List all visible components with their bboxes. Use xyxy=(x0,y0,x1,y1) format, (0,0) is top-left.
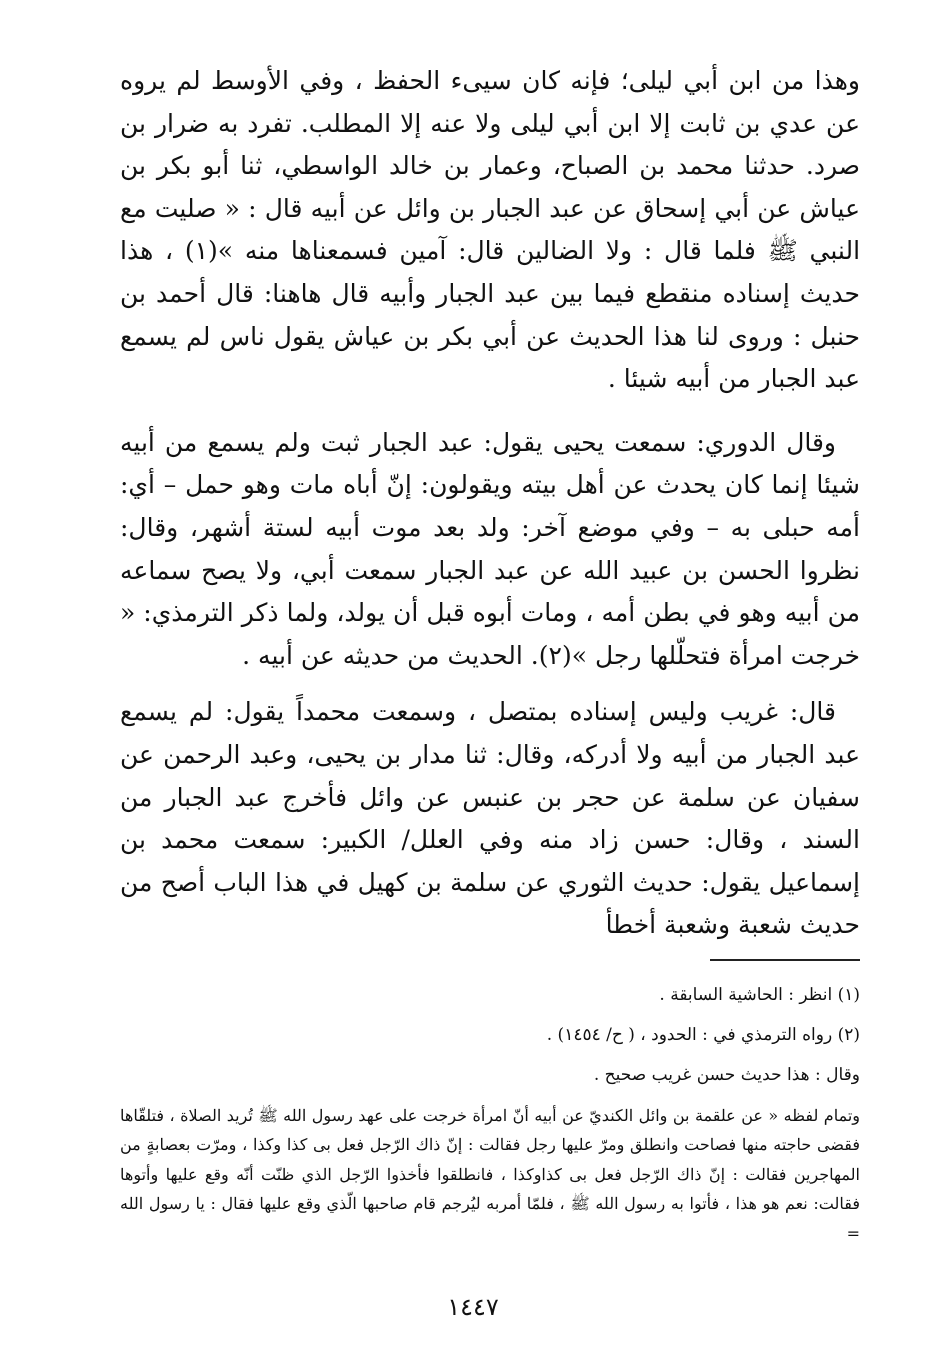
footnote-2-note: وقال : هذا حديث حسن غريب صحيح . xyxy=(593,1064,860,1085)
footnotes xyxy=(120,975,860,1249)
body-paragraph-3: قال: غريب وليس إسناده بمتصل ، وسمعت محمداً يقول: لم يسمع عبد الجبار من أبيه ولا أدركه، وقال: ثنا مدار بن يحيى، وعبد الرحمن عن سفيان عن سلمة عن حجر بن عنبس عن وائل فأخرج عبد الجبار من السند ، وقال: حسن زاد منه وفي العلل/ الكبير: سمعت محمد بن إسماعيل يقول: حديث الثوري عن سلمة بن كهيل في هذا الباب أصح من حديث شعبة وشعبة أخطأ xyxy=(120,697,860,940)
page-number: ١٤٤٧ xyxy=(447,1293,499,1321)
footnote-1: (١) انظر : الحاشية السابقة . xyxy=(659,984,860,1005)
paragraph-spacer xyxy=(120,401,860,422)
paragraph-spacer xyxy=(120,677,860,691)
page-content xyxy=(120,60,860,1248)
body-paragraph-2: وقال الدوري: سمعت يحيى يقول: عبد الجبار ثبت ولم يسمع من أبيه شيئا إنما كان يحدث عن أهل بيته ويقولون: إنّ أباه مات وهو حمل – أي: أمه حبلى به – وفي موضع آخر: ولد بعد موت أبيه لستة أشهر، وقال: نظروا الحسن بن عبيد الله عن عبد الجبار سمعت أبي، ولا يصح سماعه من أبيه وهو في بطن أمه ، ومات أبوه قبل أن يولد، ولما ذكر الترمذي: « خرجت امرأة فتحلّلها رجل »(٢). الحديث من حديثه عن أبيه . xyxy=(120,427,860,670)
footnote-2: (٢) رواه الترمذي في : الحدود ، ( ح/ ١٤٥٤) . xyxy=(546,1024,860,1045)
body-paragraph-1: وهذا من ابن أبي ليلى؛ فإنه كان سيىء الحفظ ، وفي الأوسط لم يروه عن عدي بن ثابت إلا ابن أبي ليلى ولا عنه إلا المطلب. تفرد به ضرار بن صرد. حدثنا محمد بن الصباح، وعمار بن خالد الواسطي، ثنا أبو بكر بن عياش عن أبي إسحاق عن عبد الجبار بن وائل عن أبيه قال : « صليت مع النبي ﷺ فلما قال : ولا الضالين قال: آمين فسمعناها منه »(١) ، هذا حديث إسناده منقطع فيما بين عبد الجبار وأبيه قال هاهنا: قال أحمد بن حنبل : وروى لنا هذا الحديث عن أبي بكر بن عياش يقول ناس لم يسمع عبد الجبار من أبيه شيئا . xyxy=(120,66,861,394)
footnote-separator xyxy=(710,959,860,961)
footnote-2-full-text: وتمام لفظه « عن علقمة بن وائل الكنديّ عن أبيه أنّ امرأة خرجت على عهد رسول الله ﷺ تُريد الصلاة ، فتلقّاها فقضى حاجته منها فصاحت وانطلق ومرّ عليها رجل فقالت : إنّ ذاك الرّجل فعل بى كذا وكذا ، ومرّت بعصابةٍ من المهاجرين فقالت : إنّ ذاك الرّجل فعل بى كذاوكذا ، فانطلقوا فأخذوا الرّجل الذي ظنّت أنّه وقع عليها وأتوها فقالت: نعم هو هذا ، فأتوا به رسول الله ﷺ ، فلمّا أمربه ليُرجم قام صاحبها الّذي وقع عليها فقال : يا رسول الله = xyxy=(120,1105,861,1243)
